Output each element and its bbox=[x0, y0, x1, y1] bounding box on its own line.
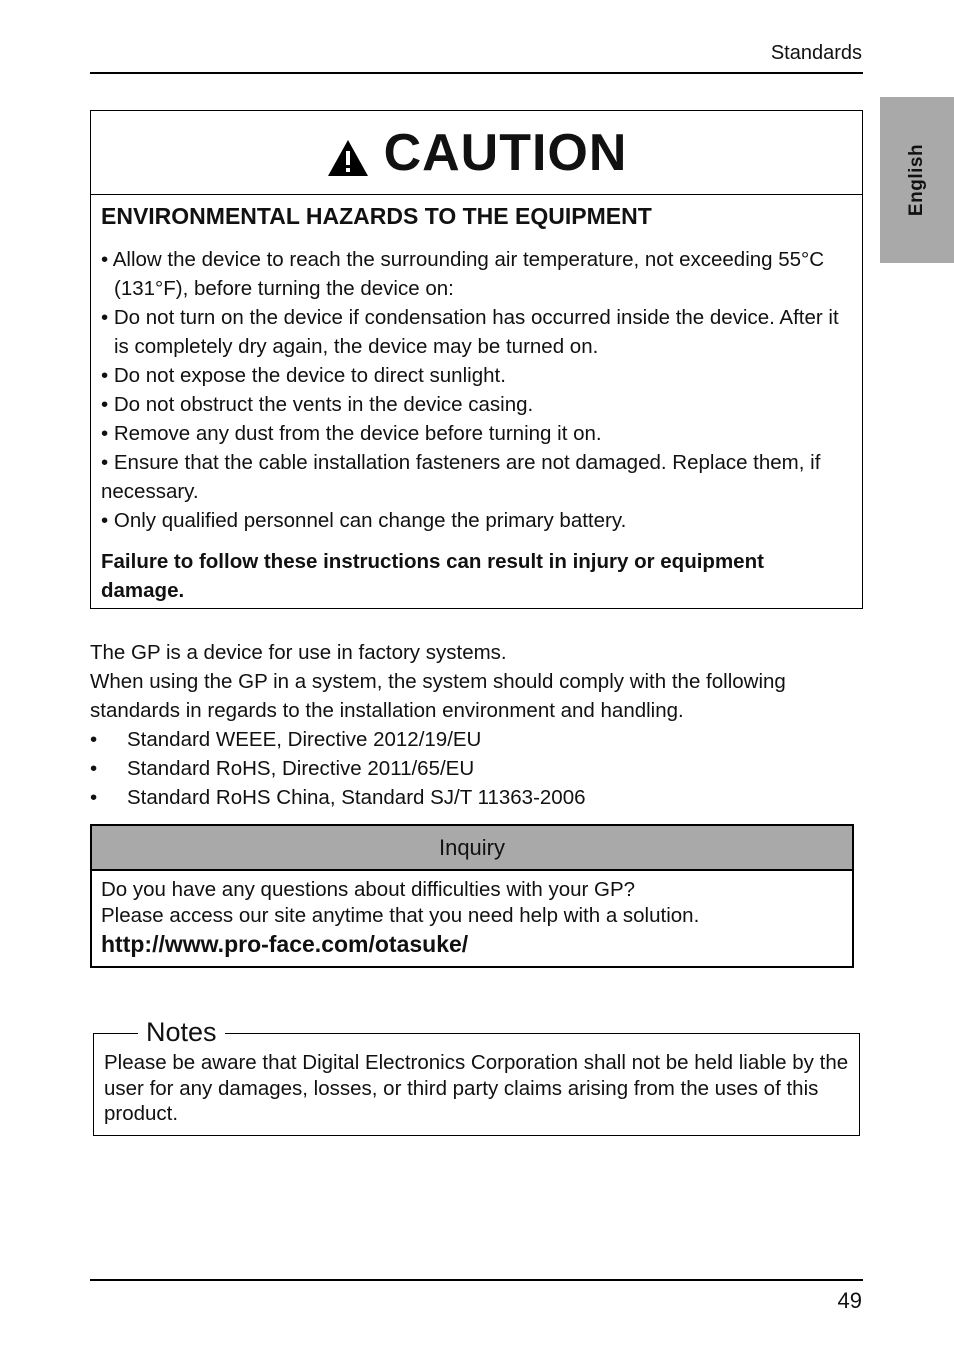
caution-item: • Allow the device to reach the surrounding air temperature, not exceeding 55°C (131°F), before turning the device on: bbox=[101, 248, 825, 300]
inquiry-title: Inquiry bbox=[92, 826, 852, 871]
notes-box bbox=[93, 1017, 860, 1136]
caution-item: • Do not turn on the device if condensation has occurred inside the device. After it is completely dry again, the device may be turned on. bbox=[101, 306, 839, 358]
caution-box bbox=[90, 110, 863, 609]
standard-item bbox=[90, 725, 870, 754]
caution-title: CAUTION bbox=[383, 123, 628, 182]
standard-text: Standard WEEE, Directive 2012/19/EU bbox=[127, 728, 482, 751]
intro-text bbox=[90, 638, 870, 812]
inquiry-url-link[interactable]: http://www.pro-face.com/otasuke/ bbox=[101, 931, 469, 957]
intro-line-2: When using the GP in a system, the system should comply with the following standards in regards to the installation environment and handling. bbox=[90, 670, 786, 722]
caution-title-row bbox=[91, 111, 862, 195]
inquiry-line-2: Please access our site anytime that you need help with a solution. bbox=[101, 904, 700, 927]
language-tab-label: English bbox=[906, 143, 927, 217]
warning-triangle-icon bbox=[326, 138, 370, 178]
standard-item bbox=[90, 783, 870, 812]
caution-body bbox=[91, 195, 862, 605]
bullet: • bbox=[90, 786, 98, 809]
standard-text: Standard RoHS, Directive 2011/65/EU bbox=[127, 757, 475, 780]
caution-heading: ENVIRONMENTAL HAZARDS TO THE EQUIPMENT bbox=[101, 203, 652, 229]
header-rule bbox=[90, 72, 863, 74]
bullet: • bbox=[90, 728, 98, 751]
header-section-label: Standards bbox=[770, 42, 862, 64]
standard-text: Standard RoHS China, Standard SJ/T 11363-2006 bbox=[127, 786, 586, 809]
inquiry-line-1: Do you have any questions about difficulties with your GP? bbox=[101, 878, 636, 901]
page-number: 49 bbox=[837, 1288, 862, 1313]
standards-list bbox=[90, 725, 870, 812]
caution-item: • Ensure that the cable installation fasteners are not damaged. Replace them, if necessary. bbox=[101, 451, 821, 503]
caution-item: • Remove any dust from the device before turning it on. bbox=[101, 422, 602, 445]
inquiry-body bbox=[92, 871, 852, 959]
caution-item: • Only qualified personnel can change the primary battery. bbox=[101, 509, 627, 532]
caution-item: • Do not expose the device to direct sunlight. bbox=[101, 364, 506, 387]
caution-list bbox=[101, 245, 852, 535]
notes-label: Notes bbox=[138, 1016, 225, 1048]
footer-rule bbox=[90, 1279, 863, 1281]
standard-item bbox=[90, 754, 870, 783]
notes-text: Please be aware that Digital Electronics Corporation shall not be held liable by the user for any damages, losses, or third party claims arising from the uses of this product. bbox=[104, 1051, 849, 1125]
language-tab bbox=[880, 97, 954, 263]
inquiry-box bbox=[90, 824, 854, 968]
caution-item: • Do not obstruct the vents in the device casing. bbox=[101, 393, 534, 416]
caution-warning: Failure to follow these instructions can result in injury or equipment damage. bbox=[101, 550, 764, 602]
bullet: • bbox=[90, 757, 98, 780]
intro-line-1: The GP is a device for use in factory systems. bbox=[90, 641, 507, 664]
